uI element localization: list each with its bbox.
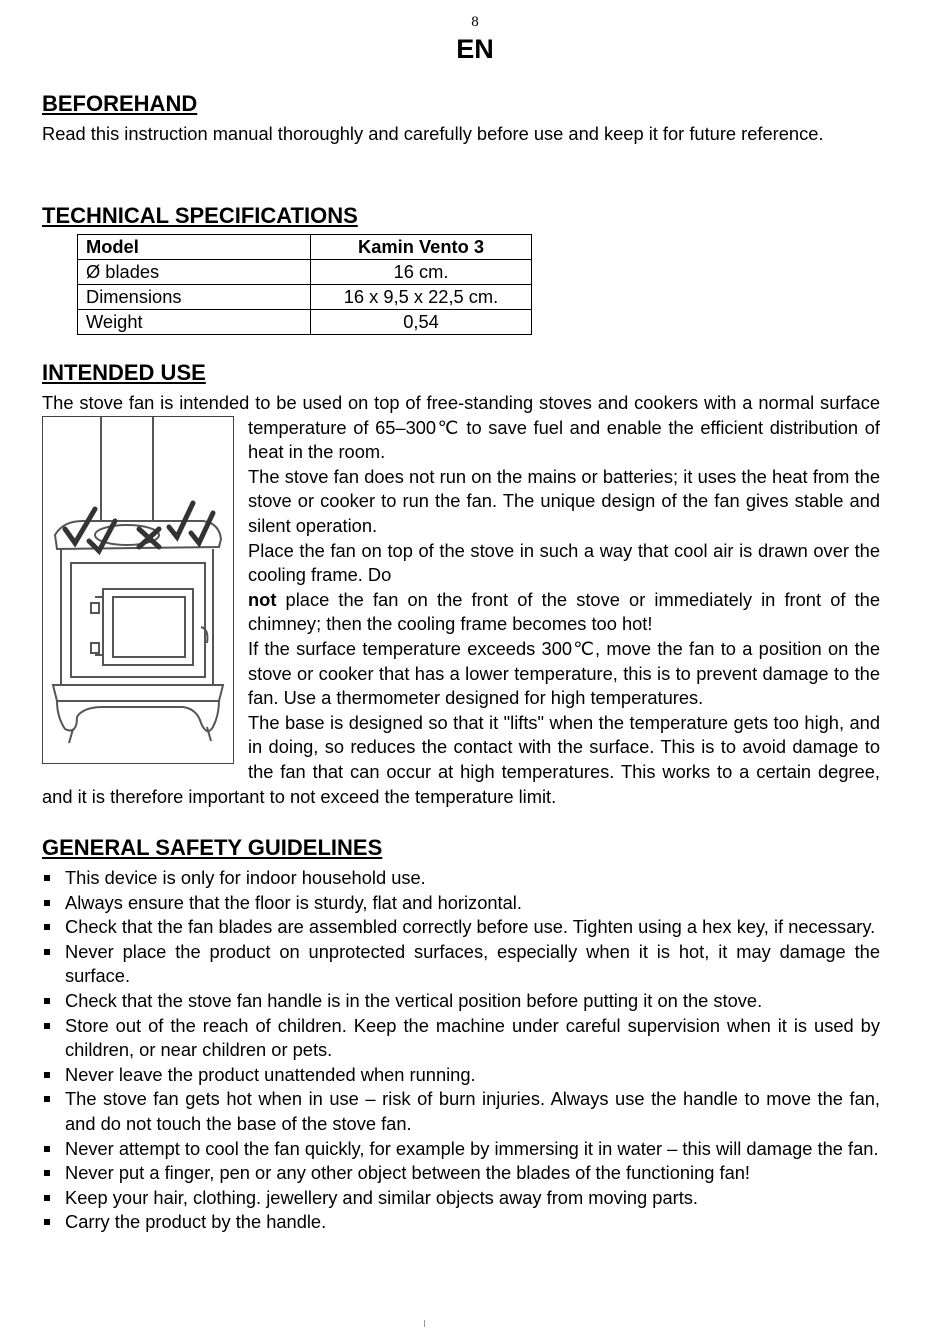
- language-code: EN: [456, 34, 494, 64]
- list-item: Never put a finger, pen or any other object between the blades of the functioning fan!: [42, 1161, 880, 1186]
- spec-row: [78, 285, 532, 310]
- use-paragraph-5: If the surface temperature exceeds 300℃, move the fan to a position on the stove or cooker that has a lower temperature, this is to prevent damage to the fan. Use a thermometer designed for high temperatures.: [248, 637, 880, 709]
- spec-label: Ø blades: [78, 260, 311, 285]
- list-item: Carry the product by the handle.: [42, 1210, 880, 1235]
- list-item: Never place the product on unprotected surfaces, especially when it is hot, it may damage the surface.: [42, 940, 880, 989]
- list-item: The stove fan gets hot when in use – risk of burn injuries. Always use the handle to move the fan, and do not touch the base of the stove fan.: [42, 1087, 880, 1136]
- footer-mark: [424, 1320, 425, 1327]
- spec-row: [78, 235, 532, 260]
- list-item: Never attempt to cool the fan quickly, for example by immersing it in water – this will damage the fan.: [42, 1137, 880, 1162]
- stove-illustration: [42, 416, 234, 764]
- intended-use-heading: INTENDED USE: [42, 360, 206, 385]
- spec-row: [78, 260, 532, 285]
- tech-specs-heading: TECHNICAL SPECIFICATIONS: [42, 203, 358, 228]
- spec-table: [77, 234, 532, 335]
- beforehand-text: Read this instruction manual thoroughly and carefully before use and keep it for future reference.: [42, 123, 824, 144]
- spec-label: Model: [78, 235, 311, 260]
- spec-row: [78, 310, 532, 335]
- safety-list: [42, 866, 880, 1235]
- page-number: 8: [471, 14, 479, 30]
- beforehand-heading: BEFOREHAND: [42, 91, 198, 116]
- list-item: Always ensure that the floor is sturdy, flat and horizontal.: [42, 891, 880, 916]
- list-item: Check that the fan blades are assembled correctly before use. Tighten using a hex key, if necessary.: [42, 915, 880, 940]
- use-paragraph-3: Place the fan on top of the stove in such a way that cool air is drawn over the cooling frame. Do: [248, 539, 880, 586]
- spec-value: 16 x 9,5 x 22,5 cm.: [311, 285, 532, 310]
- spec-label: Weight: [78, 310, 311, 335]
- not-emphasis: not: [248, 588, 277, 610]
- intended-use-section: [42, 391, 880, 809]
- list-item: Keep your hair, clothing. jewellery and similar objects away from moving parts.: [42, 1186, 880, 1211]
- spec-value: 16 cm.: [311, 260, 532, 285]
- list-item: Check that the stove fan handle is in the vertical position before putting it on the stove.: [42, 989, 880, 1014]
- use-paragraph-6: The base is designed so that it "lifts" when the temperature gets too high, and in doing, so reduces the contact with the surface. This is to avoid damage to the fan that can occur at high temperatures. This works to a certain degree, and it is therefore important to not exceed the temperature limit.: [42, 711, 880, 807]
- list-item: Never leave the product unattended when running.: [42, 1063, 880, 1088]
- use-paragraph-4-text: place the fan on the front of the stove or immediately in front of the chimney; then the cooling frame becomes too hot!: [248, 588, 880, 635]
- spec-value: 0,54: [311, 310, 532, 335]
- list-item: Store out of the reach of children. Keep the machine under careful supervision when it is used by children, or near children or pets.: [42, 1014, 880, 1063]
- spec-value: Kamin Vento 3: [311, 235, 532, 260]
- safety-heading: GENERAL SAFETY GUIDELINES: [42, 835, 383, 860]
- spec-label: Dimensions: [78, 285, 311, 310]
- list-item: This device is only for indoor household use.: [42, 866, 880, 891]
- use-paragraph-2: The stove fan does not run on the mains or batteries; it uses the heat from the stove or cooker to run the fan. The unique design of the fan gives stable and silent operation.: [248, 465, 880, 536]
- use-paragraph-1: The stove fan is intended to be used on top of free-standing stoves and cookers with a normal surface temperature of 65–300℃ to save fuel and enable the efficient distribution of heat in the room.: [42, 392, 880, 463]
